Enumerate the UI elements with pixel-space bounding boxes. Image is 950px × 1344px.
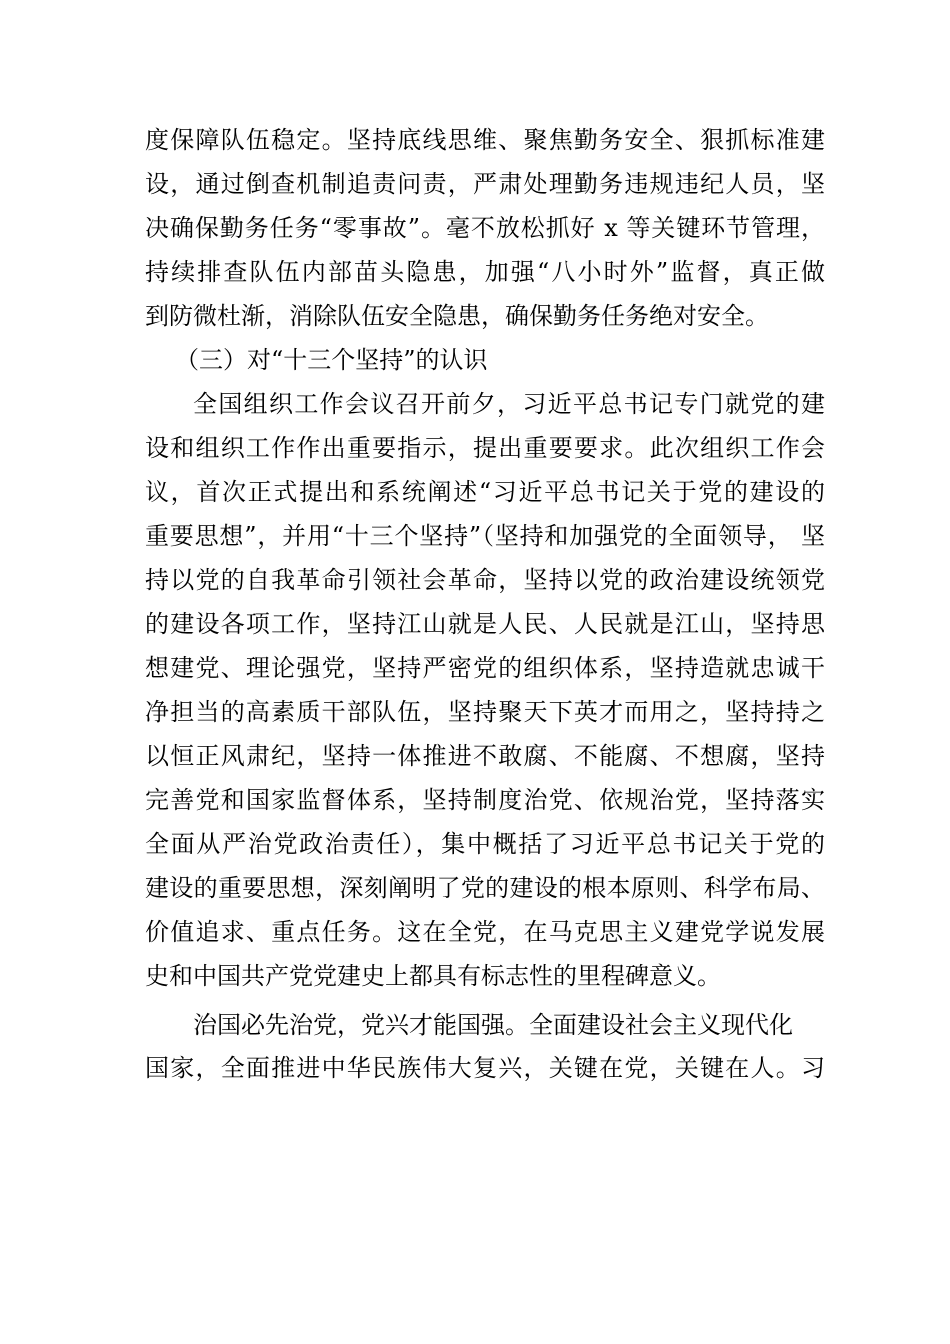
text-line: 建设的重要思想，深刻阐明了党的建设的根本原则、科学布局、	[145, 874, 825, 902]
text-line: 持续排查队伍内部苗头隐患，加强“八小时外”监督，真正做	[145, 258, 825, 286]
text-line: 度保障队伍稳定。坚持底线思维、聚焦勤务安全、狠抓标准建	[145, 126, 825, 154]
text-line: 设，通过倒查机制追责问责，严肃处理勤务违规违纪人员，坚	[145, 170, 825, 198]
text-line: 全面从严治党政治责任），集中概括了习近平总书记关于党的	[145, 830, 825, 858]
text-line: 净担当的高素质干部队伍，坚持聚天下英才而用之，坚持持之	[145, 698, 825, 726]
text-line: 持以党的自我革命引领社会革命，坚持以党的政治建设统领党	[145, 566, 825, 594]
text-line: 完善党和国家监督体系，坚持制度治党、依规治党，坚持落实	[145, 786, 825, 814]
text-line: 治国必先治党，党兴才能国强。全面建设社会主义现代化	[193, 1011, 793, 1039]
text-line: 国家，全面推进中华民族伟大复兴，关键在党，关键在人。习	[145, 1054, 825, 1082]
text-line: 以恒正风肃纪，坚持一体推进不敢腐、不能腐、不想腐，坚持	[145, 742, 825, 770]
text-line: 的建设各项工作，坚持江山就是人民、人民就是江山，坚持思	[145, 610, 825, 638]
text-line: 重要思想”，并用“十三个坚持”（坚持和加强党的全面领导， 坚	[145, 522, 825, 550]
text-line: 史和中国共产党党建史上都具有标志性的里程碑意义。	[145, 962, 721, 990]
text-line: 全国组织工作会议召开前夕，习近平总书记专门就党的建	[193, 390, 825, 418]
text-line: 价值追求、重点任务。这在全党，在马克思主义建党学说发展	[145, 918, 825, 946]
section-heading: （三）对“十三个坚持”的认识	[175, 346, 488, 374]
text-line: 到防微杜渐，消除队伍安全隐患，确保勤务任务绝对安全。	[145, 302, 769, 330]
text-line: 想建党、理论强党，坚持严密党的组织体系，坚持造就忠诚干	[145, 654, 825, 682]
text-line: 设和组织工作作出重要指示，提出重要要求。此次组织工作会	[145, 434, 825, 462]
text-line: 议，首次正式提出和系统阐述“习近平总书记关于党的建设的	[145, 478, 825, 506]
text-line: 决确保勤务任务“零事故”。毫不放松抓好 x 等关键环节管理，	[145, 214, 825, 242]
